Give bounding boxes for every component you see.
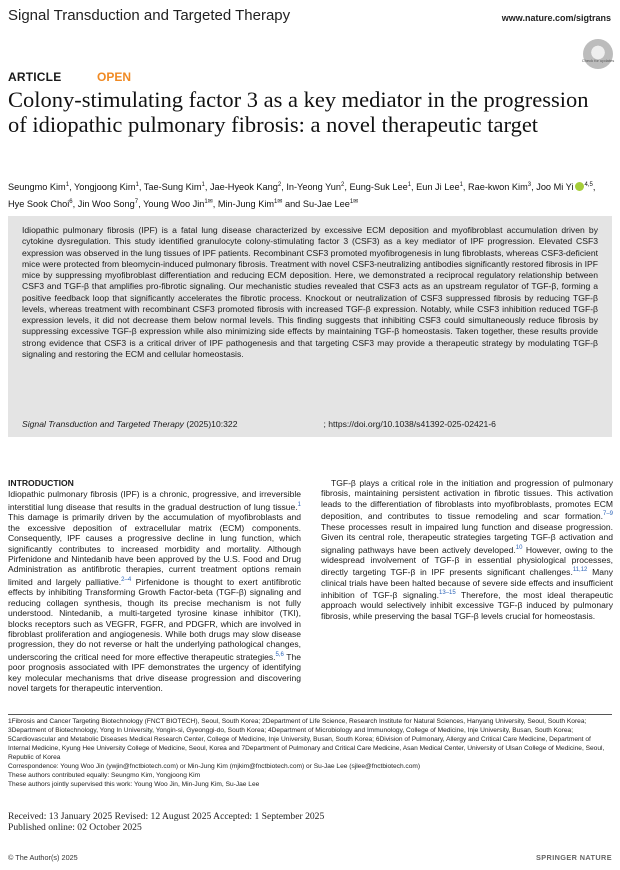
author-name[interactable]: Eun Ji Lee$^1$ bbox=[416, 182, 463, 193]
publisher-logo: SPRINGER NATURE bbox=[535, 853, 612, 862]
author-name[interactable]: Young Woo Jin$^{1✉}$ bbox=[143, 199, 213, 210]
abstract-text: Idiopathic pulmonary fibrosis (IPF) is a fatal lung disease characterized by excessive ECM deposition and myofibroblast accumulation driven by cytokine dysregulation. This study identified granulocyte colony-stimulating factor 3 (CSF3) as a key mediator of IPF progression. Elevated CSF3 expression was observed in the lung tissues of IPF patients. Recombinant CSF3 promoted myofibrogenesis in lung fibroblasts, whereas CSF3-deficient mice were protected from bleomycin-induced pulmonary fibrosis. Treatment with novel CSF3-neutralizing antibodies significantly restored fibrosis in IPF mice by suppressing myofibroblast differentiation and reducing ECM deposition. Here, we demonstrated a reciprocal regulatory relationship between CSF3 and TGF-β that amplifies pro-fibrotic signaling. Our mechanistic studies revealed that CSF3 acts as an upstream regulator of TGF-β, forming a positive feedback loop that significantly accelerates the fibrotic process. Knockout or neutralization of CSF3 suppressed fibrosis by reducing TGF-β levels, whereas treatment with recombinant CSF3 promoted fibrosis with increased TGF-β expression. Notably, while CSF3 inhibition reduced TGF-β expression levels, it did not decrease them below normal levels. This finding suggests that inhibiting CSF3 could simultaneously reduce fibrosis by suppressing excessive TGF-β expression while also minimizing side effects by maintaining TGF-β homeostasis. Taken together, these results provide strong evidence that CSF3 is a critical driver of IPF pathogenesis and that targeting CSF3 may provide a therapeutic strategy by modulating TGF-β signaling and restoring the ECM and cellular homeostasis. bbox=[22, 225, 598, 359]
affiliations: 1Fibrosis and Cancer Targeting Biotechnology (FNCT BIOTECH), Seoul, South Korea; 2Department of Life Science, Research Institute for Natural Sciences, Hanyang University, Seoul, South Korea; 3Department of Biotechnology, Yong In University, Yongin-si, Gyeonggi-do, South Korea; 4Department of Microbiology and Immunology, College of Medicine, Inje University, Busan, South Korea; 5Cardiovascular and Metabolic Diseases Medical Research Center, College of Medicine, Inje University, Busan, South Korea; 6Division of Pulmonary, Allergy and Critical Care Medicine, Department of Internal Medicine, Kyung Hee University College of Medicine, Seoul, Korea and 7Department of Pulmonary and Critical Care Medicine, Asan Medical Center, University of Ulsan College of Medicine, Seoul, Republic of Korea bbox=[8, 718, 605, 761]
affiliation-marker: 4,5 bbox=[584, 182, 593, 188]
author-name[interactable]: Min-Jung Kim$^{1✉}$ bbox=[217, 199, 283, 210]
body-column-right bbox=[321, 478, 613, 621]
author-name[interactable]: Hye Sook Choi$^6$ bbox=[8, 199, 73, 210]
affiliation-marker: 1 bbox=[135, 182, 139, 188]
intro-paragraph-1: Idiopathic pulmonary fibrosis (IPF) is a chronic, progressive, and irreversible interstitial lung disease that results in the gradual destruction of lung tissue.$^1$ This damage is primarily driven by the accumulation of myofibroblasts and the excessive deposition of extracellular matrix (ECM) components. Consequently, IPF causes a progressive decline in lung function, which significantly contributes to increased morbidity and mortality. Although Pirfenidone and Nintedanib have been approved by the U.S. Food and Drug Administration as antifibrotic therapies, current treatment options remain limited and largely palliative.$^{2-4}$ Pirfenidone is thought to exert antifibrotic effects by inhibiting Transforming Growth Factor-beta (TGF-β) signaling and reducing collagen synthesis, though its precise mechanism is not fully understood. Nintedanib, a multi-targeted tyrosine kinase inhibitor (TKI), blocks receptors such as VEGFR, FGFR, and PDGFR, which are involved in fibroblast proliferation and angiogenesis. While both drugs may slow disease progression, they do not reverse or halt the underlying pathological changes, underscoring the critical need for more effective therapeutic strategies.$^{5,6}$ The poor prognosis associated with IPF demonstrates the urgency of identifying key molecular mechanisms that drive disease progression and discovering novel targets for therapeutic intervention. bbox=[8, 489, 301, 694]
article-title: Colony-stimulating factor 3 as a key mediator in the progression of idiopathic pulmonary fibrosis: a novel therapeutic target bbox=[8, 87, 589, 137]
check-for-updates-icon[interactable] bbox=[583, 39, 613, 69]
affiliation-marker: 1 bbox=[459, 182, 463, 188]
author-name[interactable]: Jae-Hyeok Kang$^2$ bbox=[209, 182, 282, 193]
author-name[interactable]: Rae-kwon Kim$^3$ bbox=[468, 182, 532, 193]
affiliation-marker: 6 bbox=[69, 199, 73, 206]
affiliation-marker: 1 bbox=[65, 182, 70, 188]
reference-link[interactable]: 1 bbox=[297, 501, 301, 508]
citation-journal: Signal Transduction and Targeted Therapy bbox=[22, 419, 184, 429]
affiliation-marker: 1✉ bbox=[274, 199, 283, 206]
citation-doi-link[interactable]: ; https://doi.org/10.1038/s41392-025-02421-6 bbox=[323, 419, 496, 429]
correspondence: Correspondence: Young Woo Jin (ywjin@fnctbiotech.com) or Min-Jung Kim (mjkim@fnctbiotech.com) or Su-Jae Lee (sjlee@fnctbiotech.com) bbox=[8, 763, 421, 770]
affiliation-marker: 3 bbox=[527, 182, 532, 188]
author-name[interactable]: Joo Mi Yi $^{4,5}$ bbox=[536, 182, 593, 193]
footnotes bbox=[8, 717, 612, 789]
article-type: ARTICLE bbox=[8, 70, 62, 84]
citation-line bbox=[22, 419, 496, 429]
copyright: © The Author(s) 2025 bbox=[8, 853, 78, 862]
publication-dates bbox=[8, 811, 324, 834]
open-access-badge: OPEN bbox=[97, 70, 132, 84]
affiliation-marker: 7 bbox=[134, 199, 139, 206]
affiliation-marker: 1✉ bbox=[204, 199, 213, 206]
author-name[interactable]: Yongjoong Kim$^1$ bbox=[74, 182, 139, 193]
affiliation-marker: 2 bbox=[341, 182, 345, 188]
author-list: Seungmo Kim$^1$, Yongjoong Kim$^1$, Tae-Sung Kim$^1$, Jae-Hyeok Kang$^2$, In-Yeong Yun$^2$, Eung-Suk Lee$^1$, Eun Ji Lee$^1$, Rae-kwon Kim$^3$, Joo Mi Yi $^{4,5}$, Hye Sook Choi$^6$, Jin Woo Song$^7$, Young Woo Jin$^{1✉}$, Min-Jung Kim$^{1✉}$ and Su-Jae Lee$^{1✉}$ bbox=[8, 182, 596, 210]
affiliation-marker: 1 bbox=[201, 182, 205, 188]
journal-name: Signal Transduction and Targeted Therapy bbox=[8, 7, 291, 24]
affiliation-marker: 1 bbox=[407, 182, 412, 188]
history-dates: Received: 13 January 2025 Revised: 12 August 2025 Accepted: 1 September 2025 bbox=[8, 811, 325, 822]
reference-link[interactable]: 2–4 bbox=[121, 576, 132, 583]
joint-supervision-note: These authors jointly supervised this work: Young Woo Jin, Min-Jung Kim, Su-Jae Lee bbox=[8, 781, 260, 788]
reference-link[interactable]: 7–9 bbox=[602, 511, 613, 518]
section-heading-introduction: INTRODUCTION bbox=[8, 478, 74, 488]
affiliation-marker: 1✉ bbox=[349, 199, 359, 206]
published-date: Published online: 02 October 2025 bbox=[8, 822, 142, 834]
orcid-icon[interactable] bbox=[575, 182, 584, 191]
footnote-divider bbox=[8, 714, 612, 715]
author-name[interactable]: In-Yeong Yun$^2$ bbox=[286, 182, 345, 193]
citation-volume: (2025)10:322 bbox=[186, 419, 238, 429]
reference-link[interactable]: 11,12 bbox=[572, 567, 588, 574]
affiliation-marker: 2 bbox=[277, 182, 282, 188]
reference-link[interactable]: 13–15 bbox=[439, 590, 456, 597]
equal-contribution-note: These authors contributed equally: Seungmo Kim, Yongjoong Kim bbox=[8, 772, 201, 779]
author-name[interactable]: Su-Jae Lee$^{1✉}$ bbox=[302, 199, 359, 210]
intro-paragraph-2: TGF-β plays a critical role in the initiation and progression of pulmonary fibrosis, maintaining persistent activation in fibrotic tissues. This activation leads to the differentiation of fibroblasts into myofibroblasts, promotes ECM deposition, and contributes to tissue remodeling and scar formation.$^{7-9}$ These processes result in impaired lung function and disease progression. Given its central role, therapeutic strategies targeting TGF-β activation and signaling pathways have been actively developed.$^{10}$ However, owing to the widespread involvement of TGF-β in essential physiological processes, directly targeting TGF-β in IPF presents significant challenges.$^{11,12}$ Many clinical trials have been halted because of severe side effects and insufficient inhibition of TGF-β signaling.$^{13-15}$ Therefore, the most ideal therapeutic approach would selectively inhibit excessive TGF-β induced by pulmonary fibrosis, while preserving the basal TGF-β levels crucial for homeostasis. bbox=[321, 478, 613, 621]
reference-link[interactable]: 5,6 bbox=[275, 651, 284, 658]
reference-link[interactable]: 10 bbox=[515, 544, 523, 551]
check-for-updates-label[interactable]: Check for updates bbox=[581, 58, 615, 63]
body-column-left bbox=[8, 478, 301, 694]
author-name[interactable]: Tae-Sung Kim$^1$ bbox=[143, 182, 205, 193]
author-name[interactable]: Eung-Suk Lee$^1$ bbox=[349, 182, 412, 193]
author-name[interactable]: Seungmo Kim$^1$ bbox=[8, 182, 70, 193]
journal-website-link[interactable]: www.nature.com/sigtrans bbox=[501, 13, 611, 23]
author-name[interactable]: Jin Woo Song$^7$ bbox=[77, 199, 139, 210]
